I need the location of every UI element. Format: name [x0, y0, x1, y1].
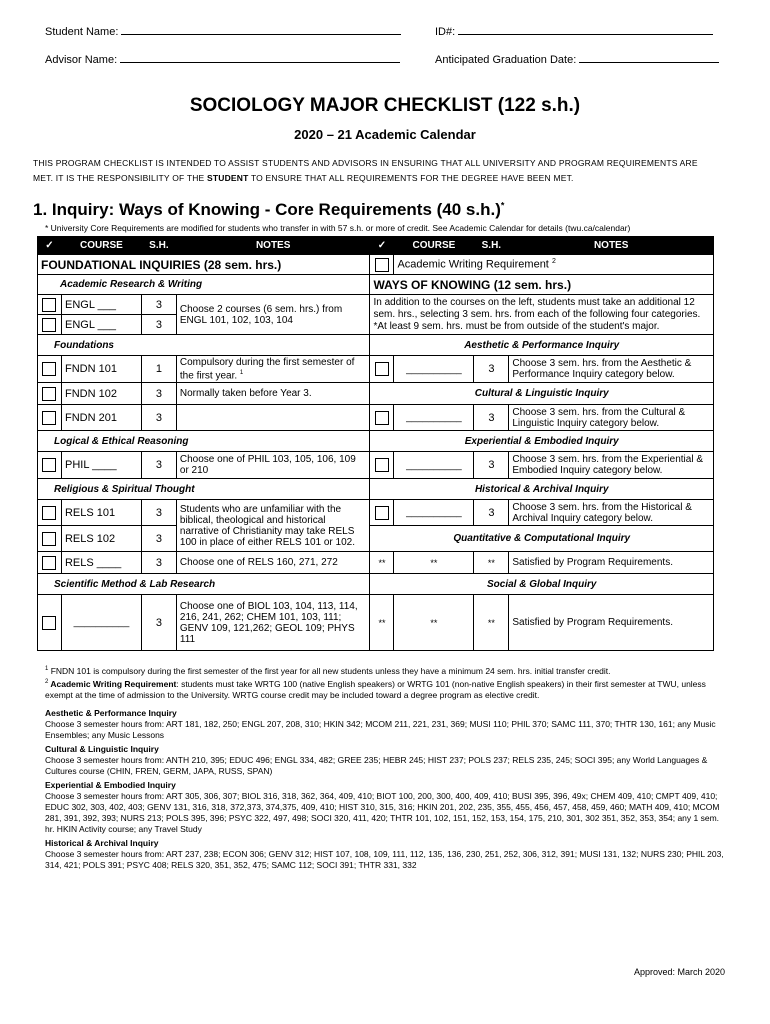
- historical-note: Choose 3 sem. hrs. from the Historical & Archival Inquiry category below.: [509, 500, 714, 526]
- engl-note: Choose 2 courses (6 sem. hrs.) from ENGL 101, 102, 103, 104: [176, 295, 370, 335]
- section-note: * University Core Requirements are modified for students who transfer in with 57 s.h. or more of credit. See Academic Calendar for details (twu.ca/calendar): [45, 223, 631, 233]
- experiential-note: Choose 3 sem. hrs. from the Experiential & Embodied Inquiry category below.: [509, 452, 714, 479]
- intro-line-1: THIS PROGRAM CHECKLIST IS INTENDED TO ASSIST STUDENTS AND ADVISORS IN ENSURING THAT ALL UNIVERSITY AND PROGRAM REQUIREMENTS ARE: [33, 158, 698, 168]
- intro-line-2: [33, 171, 733, 186]
- aesthetic-course: __________: [394, 356, 474, 383]
- sci-check-cell: [38, 595, 62, 651]
- section-title: [33, 200, 504, 220]
- page-subtitle: 2020 – 21 Academic Calendar: [294, 127, 476, 142]
- student-name-line: [121, 24, 401, 35]
- rels102-checkbox[interactable]: [42, 532, 56, 546]
- category-block: [45, 744, 730, 777]
- table-row: [38, 295, 714, 315]
- category-heading: Historical & Archival Inquiry: [45, 838, 159, 848]
- rels-blank-check-cell: [38, 552, 62, 574]
- sci-checkbox[interactable]: [42, 616, 56, 630]
- intro-text: [33, 156, 733, 186]
- fndn101-note-cell: [176, 356, 370, 383]
- rels101-checkbox[interactable]: [42, 506, 56, 520]
- rels-blank-note: Choose one of RELS 160, 271, 272: [176, 552, 370, 574]
- section-title-sup: *: [500, 200, 505, 211]
- quant-stars-sh: **: [474, 552, 509, 574]
- footnote-2-sup: 2: [45, 678, 49, 685]
- category-text: Choose 3 semester hours from: ANTH 210, 395; EDUC 496; ENGL 334, 482; GREE 235; HEBR 245; HIST 237; POLS 237; RELS 235, 245; SOCI 395; any World Languages & Cultures course (CHIN, FREN, GERM, JAPA, RUSS, SPAN): [45, 755, 708, 776]
- category-list: [45, 708, 730, 874]
- check-header-right: ✓: [370, 237, 394, 255]
- quant-stars-check: **: [370, 552, 394, 574]
- engl1-checkbox[interactable]: [42, 298, 56, 312]
- advisor-label: Advisor Name:: [45, 54, 118, 66]
- id-label: ID#:: [435, 26, 456, 38]
- awr-check-cell: [370, 255, 394, 275]
- foundations-heading: Foundations: [38, 335, 370, 356]
- category-text: Choose 3 semester hours from: ART 237, 238; ECON 306; GENV 312; HIST 107, 108, 109, 111, 112, 135, 136, 230, 251, 252, 306, 312, 391; MUSI 131, 132; NURS 230; PHIL 203, 314, 421; POLS 391; PSYC 408; RELS 320, 351, 352, 475; SAMC 112; SOCI 391; THTR 331, 332: [45, 849, 724, 870]
- experiential-course: __________: [394, 452, 474, 479]
- fndn101-note: Compulsory during the first semester of the first year.: [179, 357, 355, 382]
- category-text: Choose 3 semester hours from: ART 181, 182, 250; ENGL 207, 208, 310; HKIN 342; MCOM 211, 221, 231, 369; MUSI 110; PHIL 370; SAMC 111, 370; THTR 130, 161; any Music Ensembles; any Music Lessons: [45, 719, 716, 740]
- cultural-note: Choose 3 sem. hrs. from the Cultural & Linguistic Inquiry category below.: [509, 405, 714, 431]
- table-row: [38, 335, 714, 356]
- fndn102-course: FNDN 102: [61, 383, 141, 405]
- intro-text-a: MET. IT IS THE RESPONSIBILITY OF THE: [33, 173, 207, 183]
- rels101-course: RELS 101: [61, 500, 141, 526]
- sh-header-left: S.H.: [141, 237, 176, 255]
- rels101-check-cell: [38, 500, 62, 526]
- awr-cell: [394, 255, 714, 275]
- table-row: [38, 255, 714, 275]
- notes-header-right: NOTES: [509, 237, 714, 255]
- checklist-table: [37, 236, 714, 651]
- rels-blank-sh: 3: [141, 552, 176, 574]
- table-row: [38, 500, 714, 526]
- quant-satisfied: Satisfied by Program Requirements.: [509, 552, 714, 574]
- table-row: [38, 574, 714, 595]
- course-header-left: COURSE: [61, 237, 141, 255]
- engl2-course: ENGL ___: [61, 315, 141, 335]
- student-name-label: Student Name:: [45, 26, 119, 38]
- section-title-text: 1. Inquiry: Ways of Knowing - Core Requirements (40 s.h.): [33, 200, 501, 219]
- wok-heading: WAYS OF KNOWING (12 sem. hrs.): [370, 275, 714, 295]
- phil-check-cell: [38, 452, 62, 479]
- table-row: [38, 275, 714, 295]
- table-row: [38, 526, 714, 552]
- aesthetic-note: Choose 3 sem. hrs. from the Aesthetic & Performance Inquiry category below.: [509, 356, 714, 383]
- social-heading: Social & Global Inquiry: [370, 574, 714, 595]
- historical-course: __________: [394, 500, 474, 526]
- phil-sh: 3: [141, 452, 176, 479]
- check-header-left: ✓: [38, 237, 62, 255]
- quantitative-heading: Quantitative & Computational Inquiry: [370, 526, 714, 552]
- fndn201-note: [176, 405, 370, 431]
- sci-sh: 3: [141, 595, 176, 651]
- scientific-heading: Scientific Method & Lab Research: [38, 574, 370, 595]
- table-row: [38, 479, 714, 500]
- category-block: [45, 780, 730, 835]
- aesthetic-checkbox[interactable]: [375, 362, 389, 376]
- fndn201-check-cell: [38, 405, 62, 431]
- engl2-sh: 3: [141, 315, 176, 335]
- student-name-field[interactable]: [45, 24, 401, 38]
- table-row: [38, 356, 714, 383]
- awr-label: Academic Writing Requirement: [397, 258, 549, 271]
- notes-header-left: NOTES: [176, 237, 370, 255]
- awr-sup: 2: [551, 258, 556, 266]
- cultural-heading: Cultural & Linguistic Inquiry: [370, 383, 714, 405]
- social-stars-course: **: [394, 595, 474, 651]
- rels102-sh: 3: [141, 526, 176, 552]
- rels102-check-cell: [38, 526, 62, 552]
- footnote-1-sup: 1: [45, 666, 49, 672]
- category-block: [45, 708, 730, 741]
- historical-heading: Historical & Archival Inquiry: [370, 479, 714, 500]
- experiential-checkbox[interactable]: [375, 458, 389, 472]
- table-row: [38, 383, 714, 405]
- id-field[interactable]: [435, 24, 713, 38]
- graduation-date-field[interactable]: [435, 52, 719, 66]
- cultural-course: __________: [394, 405, 474, 431]
- aesthetic-check-cell: [370, 356, 394, 383]
- historical-sh: 3: [474, 500, 509, 526]
- fndn101-course: FNDN 101: [61, 356, 141, 383]
- cultural-check-cell: [370, 405, 394, 431]
- ar-writing-heading: Academic Research & Writing: [38, 275, 370, 295]
- sh-header-right: S.H.: [474, 237, 509, 255]
- footnote-1-text: FNDN 101 is compulsory during the first semester of the first year for all new students unless they have a minimum 24 sem. hrs. initial transfer credit.: [48, 665, 611, 676]
- engl1-course: ENGL ___: [61, 295, 141, 315]
- course-header-right: COURSE: [394, 237, 474, 255]
- social-stars-check: **: [370, 595, 394, 651]
- sci-note: Choose one of BIOL 103, 104, 113, 114, 216, 241, 262; CHEM 101, 103, 111; GENV 109, 121,262; GEOL 109; PHYS 111: [176, 595, 370, 651]
- footnote-2-text: : students must take WRTG 100 (native English speakers) or WRTG 101 (non-native English speakers) in their first semester at TWU, unless exempt at the time of admission to the University. WRTG course credit may be included toward a degree program as elective credit.: [45, 678, 706, 700]
- awr-checkbox[interactable]: [375, 258, 389, 272]
- historical-checkbox[interactable]: [375, 506, 389, 520]
- advisor-line: [120, 52, 400, 63]
- experiential-check-cell: [370, 452, 394, 479]
- engl1-sh: 3: [141, 295, 176, 315]
- category-heading: Cultural & Linguistic Inquiry: [45, 744, 159, 754]
- fndn102-checkbox[interactable]: [42, 387, 56, 401]
- category-heading: Aesthetic & Performance Inquiry: [45, 708, 177, 718]
- aesthetic-heading: Aesthetic & Performance Inquiry: [370, 335, 714, 356]
- fndn102-note: Normally taken before Year 3.: [176, 383, 370, 405]
- experiential-heading: Experiential & Embodied Inquiry: [370, 431, 714, 452]
- footnote-2: [45, 677, 730, 701]
- engl1-check-cell: [38, 295, 62, 315]
- rels102-course: RELS 102: [61, 526, 141, 552]
- rels-blank-checkbox[interactable]: [42, 556, 56, 570]
- id-line: [458, 24, 713, 35]
- cultural-sh: 3: [474, 405, 509, 431]
- fndn102-check-cell: [38, 383, 62, 405]
- engl2-checkbox[interactable]: [42, 318, 56, 332]
- phil-note: Choose one of PHIL 103, 105, 106, 109 or 210: [176, 452, 370, 479]
- logical-heading: Logical & Ethical Reasoning: [38, 431, 370, 452]
- wok-note: In addition to the courses on the left, students must take an additional 12 sem. hrs., selecting 3 sem. hrs. from each of the following four categories. *At least 9 sem. hrs. must be from outside of the student's major.: [370, 295, 714, 335]
- fndn201-sh: 3: [141, 405, 176, 431]
- graduation-label: Anticipated Graduation Date:: [435, 54, 577, 66]
- fndn101-sup: 1: [239, 370, 244, 376]
- intro-text-bold: STUDENT: [206, 173, 249, 183]
- phil-checkbox[interactable]: [42, 458, 56, 472]
- cultural-checkbox[interactable]: [375, 411, 389, 425]
- footnote-2-bold: Academic Writing Requirement: [48, 678, 177, 689]
- fndn101-sh: 1: [141, 356, 176, 383]
- table-row: [38, 595, 714, 651]
- experiential-sh: 3: [474, 452, 509, 479]
- historical-check-cell: [370, 500, 394, 526]
- footnotes: [45, 664, 730, 701]
- table-row: [38, 431, 714, 452]
- table-row: [38, 405, 714, 431]
- advisor-name-field[interactable]: [45, 52, 400, 66]
- footnote-1: [45, 664, 730, 677]
- page-title: SOCIOLOGY MAJOR CHECKLIST (122 s.h.): [189, 95, 581, 116]
- aesthetic-sh: 3: [474, 356, 509, 383]
- fndn102-sh: 3: [141, 383, 176, 405]
- category-block: [45, 838, 730, 871]
- table-row: [38, 452, 714, 479]
- religious-heading: Religious & Spiritual Thought: [38, 479, 370, 500]
- category-text: Choose 3 semester hours from: ART 305, 306, 307; BIOL 316, 318, 362, 364, 409, 410; BIOT 100, 200, 300, 400, 409, 410; BUSI 395, 396, 49x; CHEM 409, 410; CMPT 409, 410; EDUC 302, 303, 402, 403; GENV 131, 316, 318, 372,373, 374,375, 409, 410; HIST 310, 315, 316; HKIN 201, 202, 235, 355, 455, 456, 457, 458, 459, 460; MATH 409, 410; MCOM 281, 391, 392, 393; NURS 213; POLS 395, 396; PSYC 322, 497, 498; SOCI 320, 411, 420; THTR 101, 102, 151, 152, 153, 154, 175, 210, 301, 302 351, 352, 353, 354; any 1 sem. hr. HKIN Activity course; any Travel Study: [45, 791, 720, 834]
- table-header-row: [38, 237, 714, 255]
- social-satisfied: Satisfied by Program Requirements.: [509, 595, 714, 651]
- graduation-line: [579, 52, 719, 63]
- foundational-heading: FOUNDATIONAL INQUIRIES (28 sem. hrs.): [38, 255, 370, 275]
- rels-blank-course: RELS ____: [61, 552, 141, 574]
- category-heading: Experiential & Embodied Inquiry: [45, 780, 176, 790]
- quant-stars-course: **: [394, 552, 474, 574]
- fndn201-checkbox[interactable]: [42, 411, 56, 425]
- fndn101-check-cell: [38, 356, 62, 383]
- approved-date: Approved: March 2020: [633, 967, 725, 977]
- social-stars-sh: **: [474, 595, 509, 651]
- table-row: [38, 552, 714, 574]
- engl2-check-cell: [38, 315, 62, 335]
- sci-course: __________: [61, 595, 141, 651]
- rels-note: Students who are unfamiliar with the biblical, theological and historical narrative of Christianity may take RELS 100 in place of either RELS 101 or 102.: [176, 500, 370, 552]
- fndn201-course: FNDN 201: [61, 405, 141, 431]
- rels101-sh: 3: [141, 500, 176, 526]
- intro-text-c: TO ENSURE THAT ALL REQUIREMENTS FOR THE DEGREE HAVE BEEN MET.: [248, 173, 574, 183]
- phil-course: PHIL ____: [61, 452, 141, 479]
- fndn101-checkbox[interactable]: [42, 362, 56, 376]
